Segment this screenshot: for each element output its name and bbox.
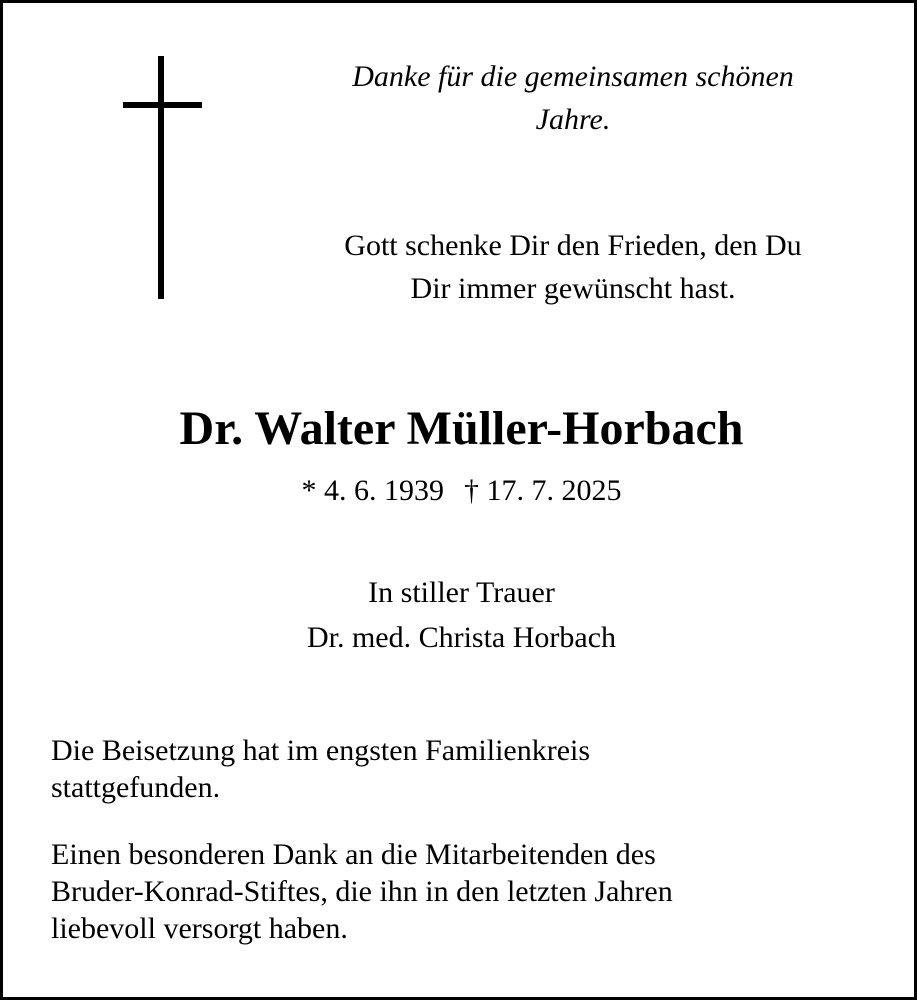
- life-dates: [3, 471, 917, 511]
- gratitude-quote-line-2: Jahre.: [535, 103, 611, 136]
- mourners-block: [3, 570, 917, 660]
- burial-notice: [51, 732, 891, 806]
- thanks-notice-line-2: Bruder-Konrad-Stiftes, die ihn in den letzten Jahren: [51, 875, 673, 908]
- peace-quote-line-2: Dir immer gewünscht hast.: [410, 272, 736, 305]
- cross-icon-vertical-bar: [158, 56, 164, 299]
- mourning-intro: In stiller Trauer: [368, 576, 555, 609]
- thanks-notice: [51, 836, 891, 947]
- death-date: † 17. 7. 2025: [464, 474, 622, 507]
- gratitude-quote: [293, 55, 853, 141]
- thanks-notice-line-3: liebevoll versorgt haben.: [51, 912, 348, 945]
- deceased-name: Dr. Walter Müller-Horbach: [179, 402, 744, 455]
- burial-notice-line-2: stattgefunden.: [51, 771, 221, 804]
- peace-quote-line-1: Gott schenke Dir den Frieden, den Du: [344, 229, 802, 262]
- gratitude-quote-line-1: Danke für die gemeinsamen schönen: [352, 60, 794, 93]
- peace-quote: [293, 224, 853, 310]
- thanks-notice-line-1: Einen besonderen Dank an die Mitarbeitenden des: [51, 838, 656, 871]
- cross-icon-horizontal-bar: [123, 102, 202, 108]
- mourner-name: Dr. med. Christa Horbach: [306, 621, 617, 654]
- birth-date: * 4. 6. 1939: [301, 474, 444, 507]
- burial-notice-line-1: Die Beisetzung hat im engsten Familienkreis: [51, 734, 591, 767]
